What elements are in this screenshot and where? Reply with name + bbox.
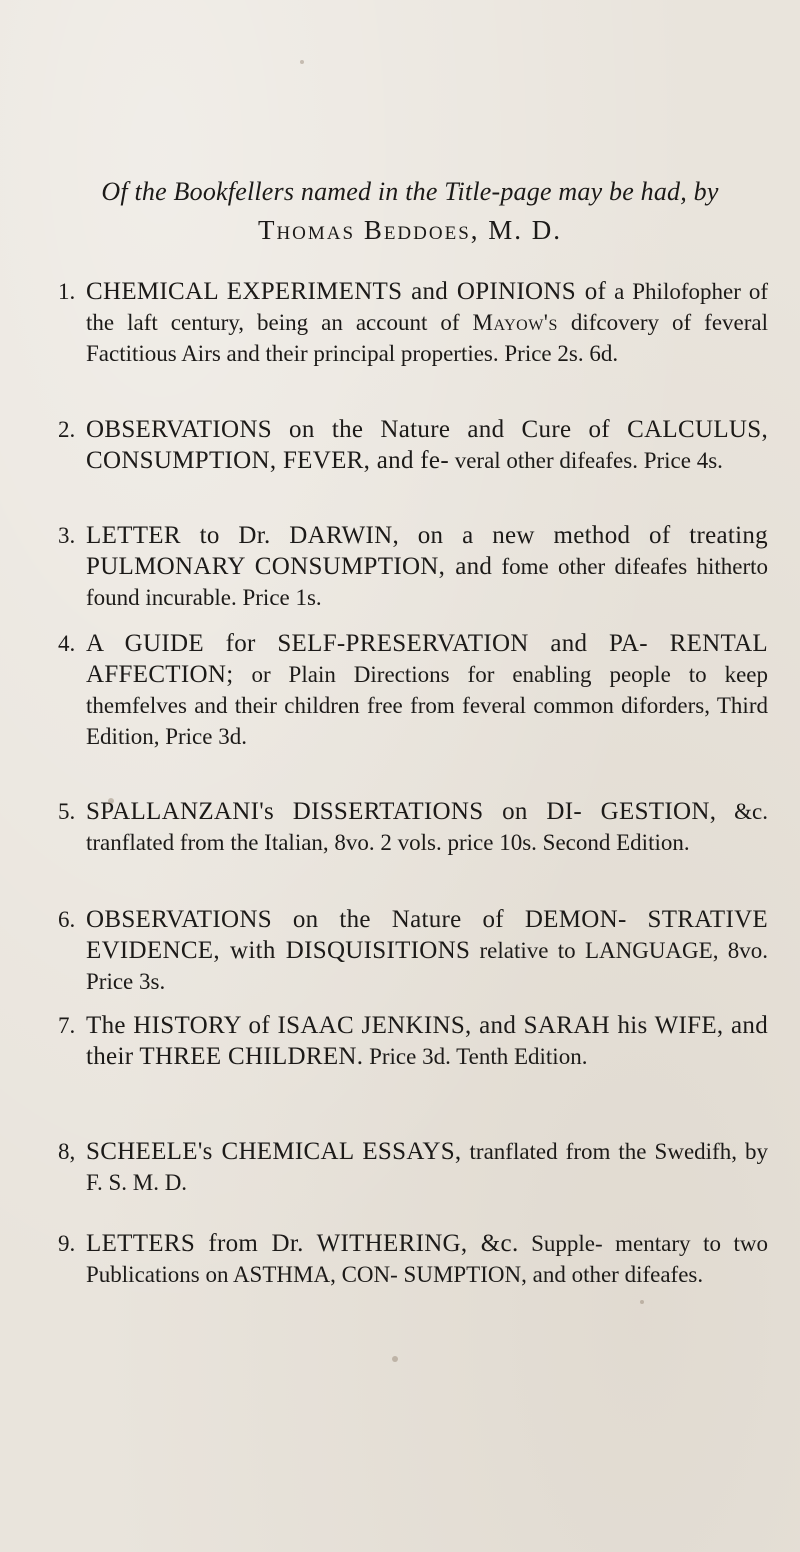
item-text: veral other difeafes. Price 4s. <box>454 448 723 473</box>
item-title: OBSERVATIONS on the Nature of DEMON- STRATIVE EVIDENCE, with DISQUISITIONS <box>86 906 768 964</box>
list-item <box>58 414 768 476</box>
item-title: LETTERS from Dr. WITHERING, &c. <box>86 1230 519 1257</box>
item-body <box>86 904 768 997</box>
item-text: or Plain Directions for enabling people to keep themfelves and their children free from feveral common diforders, Third Edition, Price 3d. <box>86 662 768 749</box>
item-text: &c. tranflated from the Italian, 8vo. 2 vols. price 10s. Second Edition. <box>86 799 768 855</box>
paper-speck <box>300 60 304 64</box>
item-body <box>86 414 768 476</box>
list-item <box>58 1136 768 1198</box>
item-text: Price 3d. Tenth Edition. <box>369 1044 588 1069</box>
item-text: fome other difeafes hitherto found incurable. Price 1s. <box>86 554 768 610</box>
item-text: tranflated from the Swedifh, by F. S. M. D. <box>86 1139 768 1195</box>
item-title: LETTER to Dr. DARWIN, on a new method of treating PULMONARY CONSUMPTION, and <box>86 522 768 580</box>
item-number: 1. <box>58 279 76 304</box>
item-text: a Philofopher of the laft century, being an account of <box>86 279 768 335</box>
list-item <box>58 796 768 858</box>
item-title: CHEMICAL EXPERIMENTS and OPINIONS of <box>86 278 607 305</box>
paper-speck <box>108 798 114 804</box>
paper-speck <box>392 1356 398 1362</box>
item-number: 6. <box>58 907 76 932</box>
item-title: SPALLANZANI's DISSERTATIONS on DI- GESTION, <box>86 798 717 825</box>
list-item <box>58 904 768 997</box>
item-number: 2. <box>58 417 76 442</box>
list-item <box>58 276 768 369</box>
item-body <box>86 1228 768 1290</box>
author-line: Thomas Beddoes, M. D. <box>257 215 563 245</box>
list-item <box>58 628 768 752</box>
item-number: 3. <box>58 523 76 548</box>
item-title: A GUIDE for SELF-PRESERVATION and PA- RENTAL AFFECTION; <box>86 630 768 688</box>
item-body <box>86 1010 768 1072</box>
item-body <box>86 1136 768 1198</box>
item-number: 5. <box>58 799 76 824</box>
item-body <box>86 276 768 369</box>
item-body <box>86 520 768 613</box>
item-text: relative to LANGUAGE, 8vo. Price 3s. <box>86 938 768 994</box>
page-heading: Of the Bookfellers named in the Title-page may be had, by <box>101 177 719 206</box>
item-number: 7. <box>58 1013 76 1038</box>
item-body <box>86 628 768 752</box>
item-title: The HISTORY of ISAAC JENKINS, and SARAH his WIFE, and their THREE CHILDREN. <box>86 1012 768 1070</box>
list-item <box>58 1228 768 1290</box>
item-title: OBSERVATIONS on the Nature and Cure of CALCULUS, CONSUMPTION, FEVER, and fe- <box>86 416 768 474</box>
item-title: SCHEELE's CHEMICAL ESSAYS, <box>86 1138 462 1165</box>
item-body <box>86 796 768 858</box>
item-number: 9. <box>58 1231 76 1256</box>
list-item <box>58 520 768 613</box>
item-number: 8, <box>58 1139 76 1164</box>
paper-speck <box>640 1300 644 1304</box>
list-item <box>58 1010 768 1072</box>
item-text: Supple- mentary to two Publications on ASTHMA, CON- SUMPTION, and other difeafes. <box>86 1231 769 1287</box>
item-text-rest: difcovery of feveral Factitious Airs and their principal properties. Price 2s. 6d. <box>86 310 769 366</box>
item-number: 4. <box>58 631 76 656</box>
item-name: Mayow's <box>472 310 558 335</box>
